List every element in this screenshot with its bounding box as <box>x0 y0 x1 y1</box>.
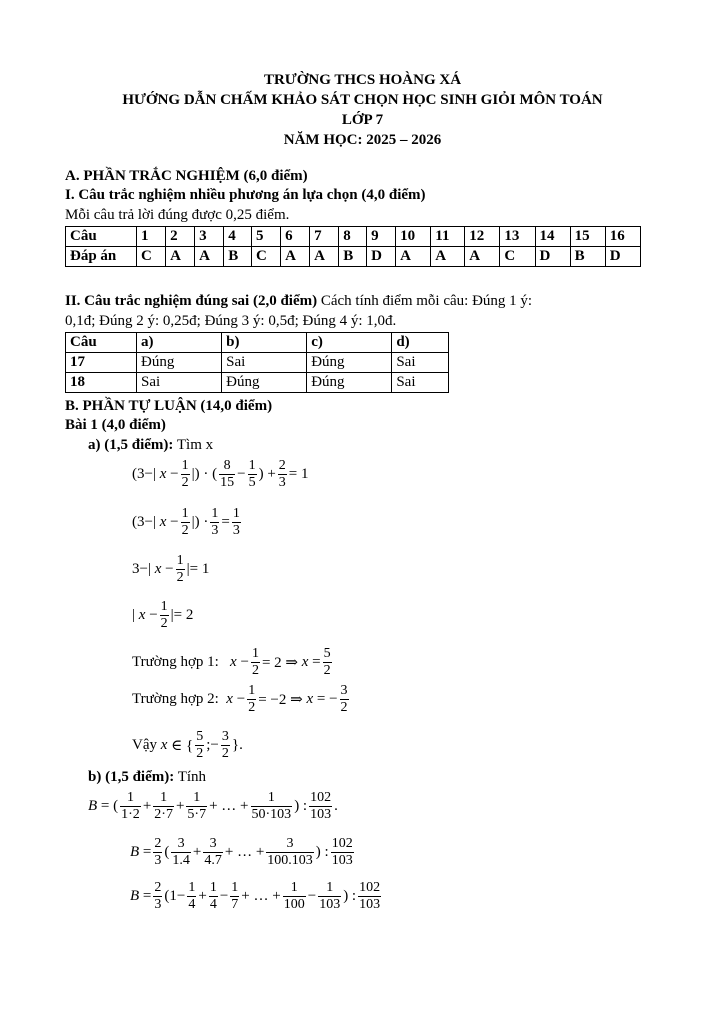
table-cell: 9 <box>367 227 396 247</box>
table-cell: A <box>281 247 310 267</box>
table-row <box>66 333 449 353</box>
conclusion-line: Vậy x ∈ { $\frac{5}{2}$ ;− $\frac{3}{2}$ }. <box>132 729 243 761</box>
table-cell: 13 <box>500 227 535 247</box>
row-label: Đáp án <box>66 247 137 267</box>
table-cell: 15 <box>570 227 605 247</box>
b-equation-line-2: B = $\frac{2}{3}$ ( $\frac{3}{1.4}$ + $\frac{3}{4.7}$ + … + $\frac{3}{100.103}$ ) : $\frac{102}{103}$ <box>130 836 353 868</box>
table-cell: A <box>396 247 431 267</box>
conclusion-label: Vậy <box>132 737 157 753</box>
table-cell: A <box>465 247 500 267</box>
table-cell: 4 <box>224 227 252 247</box>
table-header-cell: a) <box>137 333 222 353</box>
table-cell: A <box>310 247 339 267</box>
table-cell: Sai <box>222 353 307 373</box>
problem-1b-label: b) (1,5 điểm): <box>88 769 175 785</box>
b-equation-line-1: B = ( $\frac{1}{1\cdot 2}$ + $\frac{1}{2\cdot 7}$ + $\frac{1}{5\cdot 7}$ + … + $\frac{1}{50\cdot 103}$ ) : $\frac{102}{103}$ . <box>88 790 338 822</box>
table-cell: 7 <box>310 227 339 247</box>
section-1-note: Mỗi câu trả lời đúng được 0,25 điểm. <box>65 207 290 223</box>
answer-table-1 <box>65 226 641 267</box>
school-name: TRƯỜNG THCS HOÀNG XÁ <box>263 72 462 88</box>
table-header-cell: c) <box>307 333 392 353</box>
part-a-heading: A. PHẦN TRẮC NGHIỆM (6,0 điểm) <box>65 168 308 184</box>
table-cell: 18 <box>66 373 137 393</box>
section-1-heading: I. Câu trắc nghiệm nhiều phương án lựa chọn (4,0 điểm) <box>65 187 426 203</box>
b-equation-line-3: B = $\frac{2}{3}$ (1− $\frac{1}{4}$ + $\frac{1}{4}$ − $\frac{1}{7}$ + … + $\frac{1}{100}$ − $\frac{1}{103}$ ) : $\frac{102}{103}$ <box>130 880 381 912</box>
table-cell: 16 <box>605 227 640 247</box>
document-title: HƯỚNG DẪN CHẤM KHẢO SÁT CHỌN HỌC SINH GIỎI MÔN TOÁN <box>122 92 603 108</box>
table-cell: 12 <box>465 227 500 247</box>
section-2-note-line2: 0,1đ; Đúng 2 ý: 0,25đ; Đúng 3 ý: 0,5đ; Đúng 4 ý: 1,0đ. <box>65 313 397 329</box>
table-cell: Đúng <box>307 353 392 373</box>
table-cell: 1 <box>137 227 166 247</box>
school-year: NĂM HỌC: 2025 – 2026 <box>283 132 442 148</box>
case-1-line: Trường hợp 1: x − $\frac{1}{2}$ = 2 ⇒ x = $\frac{5}{2}$ <box>132 646 331 678</box>
problem-1b-heading <box>88 769 206 786</box>
table-row <box>66 227 641 247</box>
table-cell: 8 <box>339 227 367 247</box>
table-cell: B <box>339 247 367 267</box>
row-label: Câu <box>66 227 137 247</box>
table-row <box>66 353 449 373</box>
table-cell: C <box>500 247 535 267</box>
section-2-intro <box>65 293 665 310</box>
part-b-heading: B. PHẦN TỰ LUẬN (14,0 điểm) <box>65 398 273 414</box>
section-2-heading: II. Câu trắc nghiệm đúng sai (2,0 điểm) <box>65 293 318 309</box>
table-cell: 2 <box>166 227 195 247</box>
section-2-note: Cách tính điểm mỗi câu: Đúng 1 ý: <box>317 293 533 309</box>
table-cell: 10 <box>396 227 431 247</box>
answer-table-2 <box>65 332 449 393</box>
table-cell: 6 <box>281 227 310 247</box>
table-cell: A <box>195 247 224 267</box>
table-row <box>66 247 641 267</box>
problem-1a-heading <box>88 437 213 454</box>
table-header-cell: Câu <box>66 333 137 353</box>
table-cell: A <box>431 247 465 267</box>
table-cell: 5 <box>252 227 281 247</box>
document-header <box>0 70 725 150</box>
table-header-cell: d) <box>392 333 449 353</box>
equation-line-2: (3−| x − $\frac{1}{2}$ |) · $\frac{1}{3}$ = $\frac{1}{3}$ <box>132 506 240 538</box>
equation-line-1: (3−| x − $\frac{1}{2}$ |) · ( $\frac{8}{15}$ − $\frac{1}{5}$ ) + $\frac{2}{3}$ = 1 <box>132 458 309 490</box>
table-cell: D <box>605 247 640 267</box>
equation-line-3: 3−| x − $\frac{1}{2}$ |= 1 <box>132 553 210 585</box>
problem-1a-task: Tìm x <box>173 437 214 453</box>
table-row <box>66 373 449 393</box>
case-2-label: Trường hợp 2: <box>132 691 219 707</box>
problem-1b-task: Tính <box>174 769 207 785</box>
table-cell: Sai <box>137 373 222 393</box>
table-cell: C <box>137 247 166 267</box>
table-cell: Sai <box>392 373 449 393</box>
table-cell: A <box>166 247 195 267</box>
table-cell: 17 <box>66 353 137 373</box>
problem-1a-label: a) (1,5 điểm): <box>88 437 174 453</box>
table-cell: B <box>570 247 605 267</box>
table-cell: Đúng <box>222 373 307 393</box>
case-2-line: Trường hợp 2: x − $\frac{1}{2}$ = −2 ⇒ x = − $\frac{3}{2}$ <box>132 683 348 715</box>
table-cell: 14 <box>535 227 570 247</box>
grade-label: LỚP 7 <box>341 112 384 128</box>
table-cell: Đúng <box>137 353 222 373</box>
table-cell: D <box>367 247 396 267</box>
equation-line-4: | x − $\frac{1}{2}$ |= 2 <box>132 599 194 631</box>
table-cell: Sai <box>392 353 449 373</box>
table-cell: Đúng <box>307 373 392 393</box>
case-1-label: Trường hợp 1: <box>132 654 219 670</box>
table-cell: D <box>535 247 570 267</box>
table-cell: B <box>224 247 252 267</box>
table-cell: C <box>252 247 281 267</box>
table-header-cell: b) <box>222 333 307 353</box>
table-cell: 3 <box>195 227 224 247</box>
problem-1-heading: Bài 1 (4,0 điểm) <box>65 417 166 433</box>
table-cell: 11 <box>431 227 465 247</box>
